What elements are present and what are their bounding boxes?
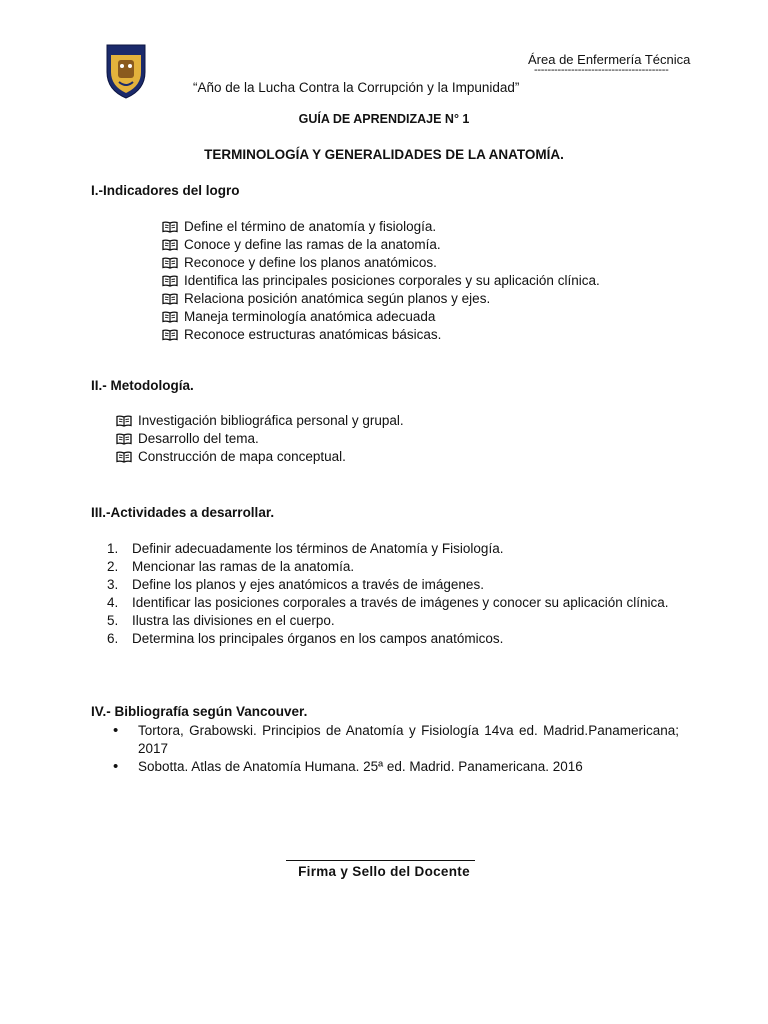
open-book-icon: [162, 275, 178, 287]
list-item: [107, 558, 687, 576]
list-item: [107, 576, 687, 594]
bibliography-heading: IV.- Bibliografía según Vancouver.: [91, 704, 308, 719]
list-item: [162, 272, 600, 290]
open-book-icon: [162, 257, 178, 269]
activities-list: [107, 540, 687, 648]
list-item-number: 2.: [107, 559, 119, 574]
list-item-text: Determina los principales órganos en los campos anatómicos.: [132, 631, 504, 646]
open-book-icon: [116, 433, 132, 445]
list-item-text: Identifica las principales posiciones corporales y su aplicación clínica.: [184, 273, 600, 288]
indicators-heading: I.-Indicadores del logro: [91, 183, 240, 198]
list-item: [116, 412, 404, 430]
list-item-text: Relaciona posición anatómica según planos y ejes.: [184, 291, 491, 306]
indicators-list: [162, 218, 600, 344]
list-item: [107, 630, 687, 648]
list-item: [107, 594, 687, 612]
list-item: [162, 290, 600, 308]
list-item-text: Maneja terminología anatómica adecuada: [184, 309, 436, 324]
institution-logo: [104, 42, 148, 100]
list-item-text: Conoce y define las ramas de la anatomía.: [184, 237, 441, 252]
list-item-text: Define los planos y ejes anatómicos a través de imágenes.: [132, 577, 484, 592]
list-item-number: 1.: [107, 541, 119, 556]
bullet-icon: •: [113, 758, 119, 775]
list-item: [162, 218, 600, 236]
list-item-text: Investigación bibliográfica personal y grupal.: [138, 413, 404, 428]
list-item-text: Definir adecuadamente los términos de Anatomía y Fisiología.: [132, 541, 504, 556]
list-item-text: Reconoce estructuras anatómicas básicas.: [184, 327, 442, 342]
list-item-number: 4.: [107, 595, 119, 610]
area-underline: ----------------------------------------: [534, 64, 669, 76]
open-book-icon: [116, 415, 132, 427]
list-item-number: 6.: [107, 631, 119, 646]
area-label: Área de Enfermería Técnica: [528, 52, 691, 67]
bibliography-entry: [113, 722, 679, 757]
list-item-number: 3.: [107, 577, 119, 592]
year-motto: “Año de la Lucha Contra la Corrupción y la Impunidad”: [193, 80, 520, 95]
list-item-text: Mencionar las ramas de la anatomía.: [132, 559, 355, 574]
list-item: [107, 612, 687, 630]
list-item: [162, 236, 600, 254]
bibliography-list: [113, 722, 679, 777]
bibliography-text: Tortora, Grabowski. Principios de Anatomía y Fisiología 14va ed. Madrid.Panamericana; 2017: [138, 723, 679, 756]
main-title: TERMINOLOGÍA Y GENERALIDADES DE LA ANATOMÍA.: [204, 147, 564, 162]
list-item-text: Define el término de anatomía y fisiología.: [184, 219, 437, 234]
list-item-text: Reconoce y define los planos anatómicos.: [184, 255, 437, 270]
methodology-list: [116, 412, 404, 466]
list-item: [162, 326, 600, 344]
open-book-icon: [116, 451, 132, 463]
list-item: [162, 254, 600, 272]
open-book-icon: [162, 329, 178, 341]
list-item: [116, 448, 404, 466]
open-book-icon: [162, 221, 178, 233]
methodology-heading: II.- Metodología.: [91, 378, 194, 393]
activities-heading: III.-Actividades a desarrollar.: [91, 505, 275, 520]
list-item-text: Ilustra las divisiones en el cuerpo.: [132, 613, 335, 628]
bibliography-entry: [113, 758, 679, 776]
signature-label: Firma y Sello del Docente: [298, 864, 470, 879]
list-item-text: Desarrollo del tema.: [138, 431, 259, 446]
open-book-icon: [162, 293, 178, 305]
list-item: [162, 308, 600, 326]
open-book-icon: [162, 311, 178, 323]
list-item-text: Construcción de mapa conceptual.: [138, 449, 346, 464]
bullet-icon: •: [113, 722, 119, 739]
list-item-text: Identificar las posiciones corporales a través de imágenes y conocer su aplicación clínica.: [132, 595, 669, 610]
open-book-icon: [162, 239, 178, 251]
guide-title: GUÍA DE APRENDIZAJE N° 1: [298, 112, 470, 126]
signature-line: [286, 860, 475, 861]
list-item: [107, 540, 687, 558]
list-item-number: 5.: [107, 613, 119, 628]
list-item: [116, 430, 404, 448]
bibliography-text: Sobotta. Atlas de Anatomía Humana. 25ª ed. Madrid. Panamericana. 2016: [138, 759, 583, 774]
